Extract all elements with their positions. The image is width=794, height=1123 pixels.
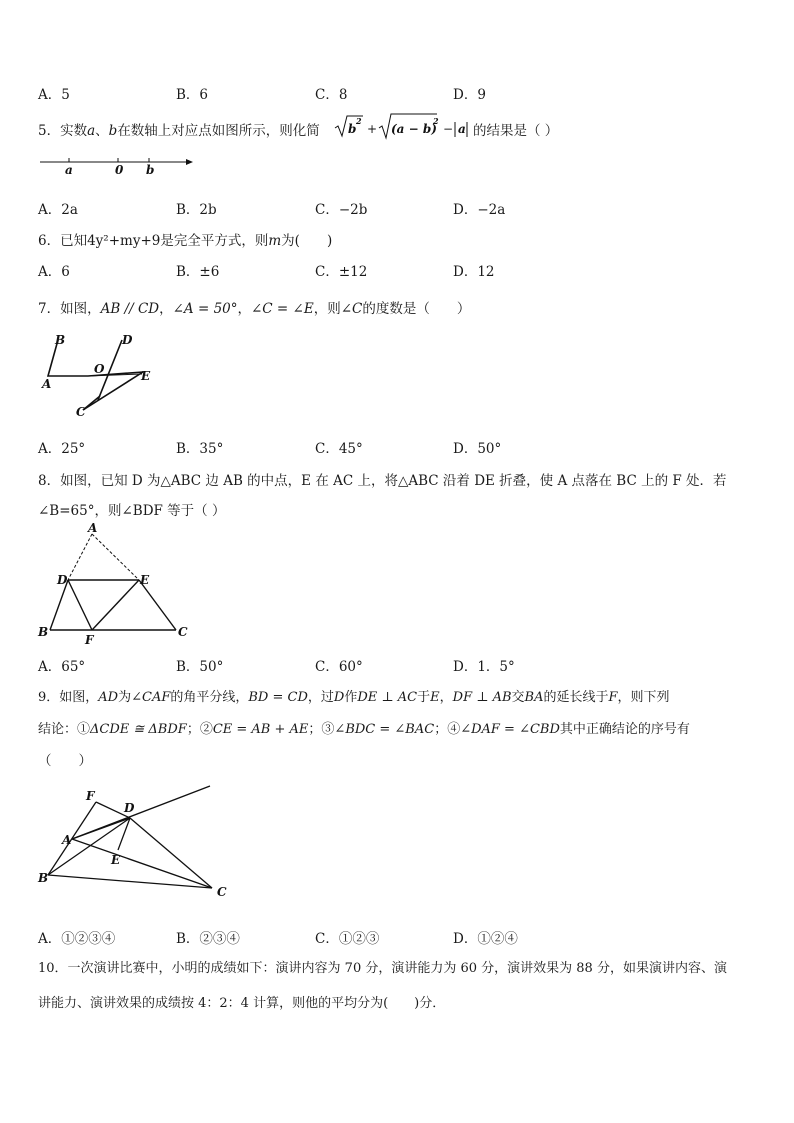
q9-l1c: ，过 (307, 690, 334, 705)
q5-prefix: 5．实数 (38, 123, 88, 139)
q5-sep: 、 (95, 123, 109, 139)
q9-ad: AD (98, 690, 119, 705)
q7-label-e: E (141, 369, 151, 383)
q7-option-c: C．45° (315, 441, 363, 457)
q7-ask: ∠C (340, 301, 363, 317)
q4-option-d: D．9 (453, 87, 486, 103)
q5-suffix: 的结果是（ ） (473, 123, 559, 139)
q7-sep2: ， (237, 301, 251, 317)
q5-option-b: B．2b (176, 202, 217, 218)
q7-sep1: ， (159, 301, 173, 317)
q7-stem (38, 297, 470, 317)
q9-f: F (608, 690, 618, 705)
q9-dfab: DF ⊥ AB (452, 690, 512, 705)
q10-line1: 10．一次演讲比赛中，小明的成绩如下：演讲内容为 70 分，演讲能力为 60 分，演讲效果为 88 分，如果演讲内容、演 (38, 961, 727, 976)
q9-l1h: 的延长线于 (543, 690, 609, 705)
q7-label-o: O (94, 362, 105, 376)
q9-option-b: B．②③④ (176, 931, 240, 947)
q8-figure (36, 520, 196, 647)
q5-mid: 在数轴上对应点如图所示，则化简 (117, 123, 320, 139)
q8-label-d: D (57, 573, 68, 587)
q9-l1b: 的角平分线， (170, 690, 249, 705)
q8-option-a: A．65° (38, 659, 86, 675)
q9-l1e: 于 (417, 690, 431, 705)
q9-e: E (430, 690, 440, 705)
q7-cond-parallel: AB // CD (100, 301, 160, 317)
expr-exp2: 2 (433, 116, 439, 126)
expr-exp: 2 (356, 116, 362, 126)
q5-stem (38, 119, 320, 139)
nl-a: a (65, 163, 73, 177)
q9-option-c: C．①②③ (315, 931, 380, 947)
q8-option-b: B．50° (176, 659, 224, 675)
q9-caf: ∠CAF (131, 690, 171, 705)
q10-line2: 讲能力、演讲效果的成绩按 4：2：4 计算，则他的平均分为( )分． (38, 996, 446, 1011)
q9-conclusion-1: ΔCDE ≅ ΔBDF (90, 722, 187, 737)
var-a: a (87, 123, 96, 139)
q9-conclusion-3: ∠BDC = ∠BAC (334, 722, 435, 737)
q7-cond-angle-a: ∠A = 50° (172, 301, 238, 317)
q8-label-e: E (140, 573, 150, 587)
q6-option-a: A．6 (38, 264, 70, 280)
q6-option-c: C．±12 (315, 264, 368, 280)
q8-label-f: F (85, 633, 94, 647)
q9-s1: ；② (186, 722, 213, 737)
q9-option-d: D．①②④ (453, 931, 518, 947)
q7-label-a: A (42, 377, 52, 391)
q8-label-b: B (38, 625, 49, 639)
q9-s3: ；④ (434, 722, 461, 737)
q9-l2-pre: 结论：① (38, 722, 91, 737)
q9-option-a: A．①②③④ (38, 931, 116, 947)
q5-option-d: D．−2a (453, 202, 506, 218)
q9-figure (36, 782, 236, 899)
q7-sep3: ，则 (313, 301, 341, 317)
q9-is: 为 (118, 690, 132, 705)
q9-conclusion-4: ∠DAF = ∠CBD (460, 722, 560, 737)
q7-label-d: D (122, 333, 133, 347)
q9-s2: ；③ (308, 722, 335, 737)
q9-deac: DE ⊥ AC (357, 690, 418, 705)
q7-cond-angle-eq: ∠C = ∠E (251, 301, 314, 317)
q6-option-d: D．12 (453, 264, 495, 280)
nl-zero: 0 (115, 163, 124, 177)
q6-post: 为( ) (281, 233, 333, 249)
q9-label-a: A (62, 833, 72, 847)
q7-label-c: C (76, 405, 86, 419)
q9-label-d: D (124, 801, 135, 815)
q4-option-a: A．5 (38, 87, 70, 103)
q6-stem (38, 229, 332, 249)
q5-number-line (38, 152, 198, 180)
q7-post: 的度数是（ ） (362, 301, 471, 317)
q6-option-b: B．±6 (176, 264, 220, 280)
var-m: m (268, 233, 282, 249)
expr-amb: (a − b) (391, 122, 437, 136)
q8-label-a: A (88, 521, 98, 535)
q7-pre: 7．如图， (38, 301, 101, 317)
q9-conclusion-2: CE = AB + AE (212, 722, 309, 737)
q8-line1: 8．如图，已知 D 为△ABC 边 AB 的中点，E 在 AC 上，将△ABC 沿着 DE 折叠，使 A 点落在 BC 上的 F 处．若 (38, 473, 727, 489)
expr-plus: + (367, 122, 378, 136)
expr-minus: − (443, 122, 454, 136)
q5-option-a: A．2a (38, 202, 78, 218)
q9-ba: BA (524, 690, 544, 705)
q9-line2 (38, 718, 690, 737)
q9-l2-post: 其中正确结论的序号有 (559, 722, 690, 737)
q7-option-d: D．50° (453, 441, 502, 457)
q9-l1i: ，则下列 (617, 690, 670, 705)
q9-bdcd: BD = CD (248, 690, 308, 705)
q8-label-c: C (178, 625, 188, 639)
q7-label-b: B (55, 333, 66, 347)
q4-option-c: C．8 (315, 87, 348, 103)
q9-d: D (333, 690, 345, 705)
var-b: b (108, 123, 118, 139)
q7-option-b: B．35° (176, 441, 224, 457)
q8-option-c: C．60° (315, 659, 363, 675)
q9-l1g: 交 (511, 690, 525, 705)
q8-line2: ∠B=65°，则∠BDF 等于（ ） (38, 503, 226, 519)
q4-option-b: B．6 (176, 87, 209, 103)
q9-l1f: ， (439, 690, 453, 705)
q9-label-e: E (111, 853, 121, 867)
q9-l1d: 作 (344, 690, 358, 705)
q7-option-a: A．25° (38, 441, 86, 457)
expr-abs-a: a (458, 122, 466, 136)
q9-label-b: B (38, 871, 49, 885)
q9-line1 (38, 686, 670, 705)
q9-pre: 9．如图， (38, 690, 99, 705)
q8-option-d: D．1．5° (453, 659, 515, 675)
nl-b: b (146, 163, 155, 177)
q5-option-c: C．−2b (315, 202, 368, 218)
expr-b: b (348, 122, 357, 136)
q6-pre: 6．已知4y²+my+9是完全平方式，则 (38, 233, 269, 249)
q9-line3: （ ） (38, 753, 92, 769)
q9-label-f: F (86, 789, 95, 803)
q9-label-c: C (217, 885, 227, 899)
q5-expression (333, 112, 473, 142)
q7-figure (38, 330, 168, 422)
